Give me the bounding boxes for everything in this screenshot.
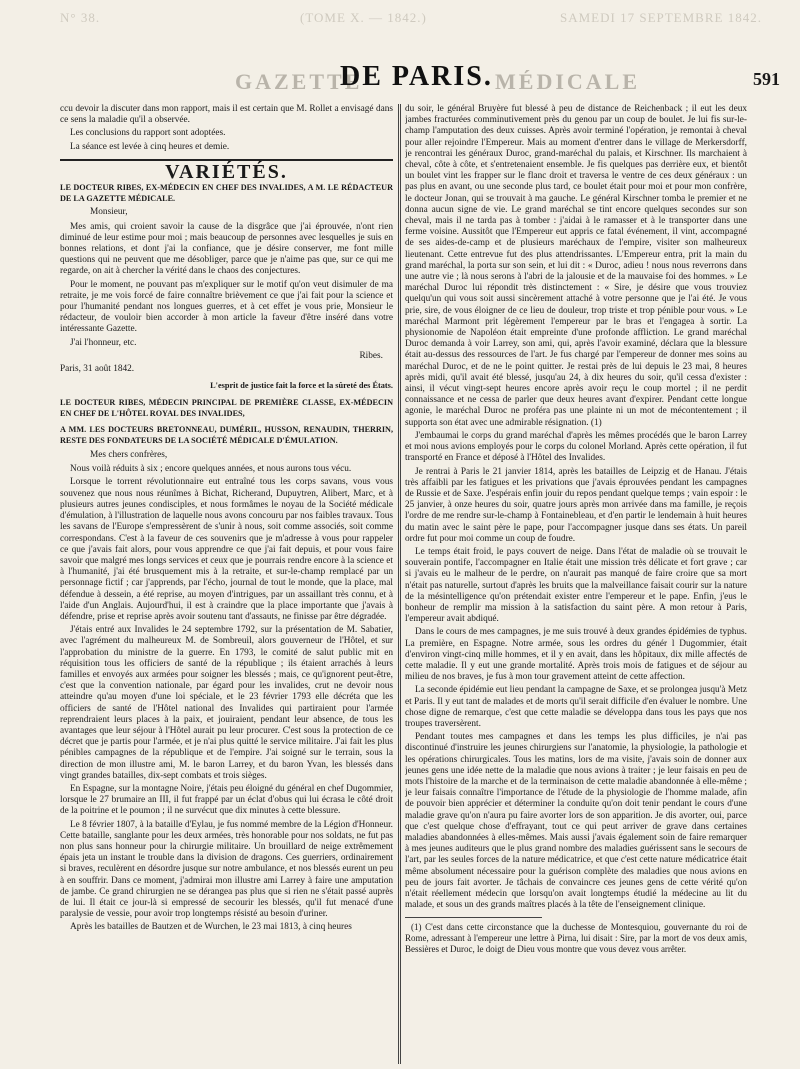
- mirror-text-right: MÉDICALE: [495, 69, 641, 94]
- paragraph: Pour le moment, ne pouvant pas m'expliquer sur le motif qu'on veut disimuler de ma retraite, je me vois forcé de faire connaître brièvement ce que j'ai fait pour la science et pour l'humanité pendant nos longues guerres, et à cet effet je vous prie, Monsieur le rédacteur, de vouloir bien accorder à mon article la faveur d'être inséré dans votre intéressante Gazette.: [60, 279, 393, 335]
- paragraph: Je rentrai à Paris le 21 janvier 1814, après les batailles de Leipzig et de Hanau. J'étais très affaibli par les fatigues et les privations que j'avais éprouvées pendant les campagnes de Russie et de Saxe. J'espérais enfin jouir du repos pendant quelque temps ; vain espoir : le 25 janvier, à onze heures du soir, quatre jours après mon arrivée dans ma famille, je reçois l'ordre de me rendre sur-le-champ à Fontainebleau, et d'en partir le lendemain à huit heures du matin avec le saint père le pape, pour l'accompagner jusque dans ses états. Un pareil ordre fut pour moi comme un coup de foudre.: [405, 466, 747, 544]
- left-column: [60, 104, 393, 1064]
- section-heading: VARIÉTÉS.: [165, 160, 288, 183]
- footnote-divider: [405, 917, 542, 918]
- paragraph: La séance est levée à cinq heures et demie.: [70, 141, 230, 152]
- paragraph: J'embaumai le corps du grand maréchal d'après les mêmes procédés que le baron Larrey et moi nous avions employés pour le corps du colonel Morland. Après cette opération, il fut transporté en France et déposé à l'Hôtel des Invalides.: [405, 430, 747, 464]
- page-title: DE PARIS.: [340, 61, 493, 92]
- paragraph: J'étais entré aux Invalides le 24 septembre 1792, sur la présentation de M. Sabatier, avec l'agrément du malheureux M. de Sombreuil, alors gouverneur de l'Hôtel, et sur l'approbation du ministre de la guerre. En 1793, le comité de salut public mit en réquisition tous les officiers de santé de la république ; ils étaient arrachés à leurs familles et envoyés aux armées pour soigner les blessés ; mais, ce qu'ignorent peut-être, c'est que la convention nationale, par égard pour les invalides, crut ne devoir nous atteindre qu'au moyen d'une loi spéciale, et le 23 février 1793 elle décréta que les officiers de santé de l'Hôtel national des Invalides qui partiraient pour l'armée reprendraient leurs places à la paix, et jouiraient, pendant leur absence, de tous les avantages que leur séjour à l'Hôtel aurait pu leur procurer. C'est sous la protection de ce décret que je partis pour l'armée, et je n'ai plus quitté le service militaire. J'ai fait les plus pénibles campagnes de la république et de l'empire. J'ai soigné sur le terrain, sous la direction de mon illustre ami, M. le baron Larrey, et du baron Yvan, les blessés dans vingt grandes batailles, dix-sept combats et trois sièges.: [60, 625, 393, 781]
- paragraph: ccu devoir la discuter dans mon rapport, mais il est certain que M. Rollet a envisagé dans ce sens la maladie qu'il a observée.: [60, 104, 393, 126]
- place-date: Paris, 31 août 1842.: [60, 364, 135, 375]
- paragraph: Les conclusions du rapport sont adoptées.: [70, 128, 226, 139]
- article-heading: LE DOCTEUR RIBES, MÉDECIN PRINCIPAL DE PREMIÈRE CLASSE, EX-MÉDECIN EN CHEF DE L'HÔTEL ROYAL DES INVALIDES,: [60, 398, 393, 419]
- column-rule: [398, 104, 399, 1064]
- paragraph: Le 8 février 1807, à la bataille d'Eylau, je fus nommé membre de la Légion d'Honneur. Cette bataille, sanglante pour les deux armées, très honorable pour nos soldats, ne fut pas non plus sans honneur pour la chirurgie militaire. Un brouillard de neige extrêmement épais jeta un instant le trouble dans la division de dragons. Ces guerriers, ordinairement si braves, reculèrent en désordre jusque sur notre ambulance, et nos blessés eurent un peu à en souffrir. Dans ce moment, j'admirai mon illustre ami Larrey à faire une amputation de jambe. Ce grand chirurgien ne se dérangea pas plus que si rien ne s'était passé auprès de lui. Il était ce jour-là si empressé de secourir les blessés, qu'il fut menacé d'une paralysie de vessie, pour avoir trop longtemps résisté au besoin d'uriner.: [60, 819, 393, 920]
- mirror-text-left: GAZETTE: [235, 69, 363, 94]
- ghost-issue-number: N° 38.: [60, 10, 101, 25]
- article-addressees: A MM. LES DOCTEURS BRETONNEAU, DUMÉRIL, HUSSON, RENAUDIN, THERRIN, RESTE DES FONDATEURS DE LA SOCIÉTÉ MÉDICALE D'ÉMULATION.: [60, 424, 393, 445]
- column-rule: [400, 104, 401, 1064]
- signature: Ribes.: [359, 350, 383, 361]
- ghost-date: SAMEDI 17 SEPTEMBRE 1842.: [560, 10, 762, 25]
- masthead: [40, 55, 780, 103]
- paragraph: du soir, le général Bruyère fut blessé à peu de distance de Reichenback ; il eut les deux jambes fracturées comminutivement près du genou par un coup de boulet. Je lui fis sur-le-champ l'amputation des deux cuisses. Après avoir terminé l'opération, je remontai à cheval pour aller rejoindre l'Empereur. Mais au moment d'entrer dans le village de Merkersdorff, je rencontrai les généraux Duroc, grand-maréchal du palais, et Kirschner. Ils marchaient à cheval, côte à côte, et s'entretenaient ensemble. Je fis quelques pas derrière eux, et bientôt un boulet vint les frapper sur le flanc droit et traversa le ventre de ces deux généraux : un pas plus en avant, ou une seconde plus tard, ce boulet était pour moi et pour mon confrère, le docteur Jonan, qui se trouvait à ma gauche. Le général Kirschner tomba le premier et ne donna aucun signe de vie. Le grand maréchal se tint encore quelques secondes sur son cheval, mais il ne tarda pas à tomber : j'aidai à le ramasser et à le transporter dans une ferme voisine. Aussitôt que l'Empereur eut appris ce fatal événement, il vint, accompagné de ses aides-de-camp et de plusieurs maréchaux de l'empire, visiter son malheureux lieutenant. Cette entrevue fut des plus attendrissantes. L'Empereur entra, prit la main du grand maréchal, la porta sur son sein, et lui dit : « Duroc, adieu ! nous nous reverrons dans une autre vie ; là nous serons à l'abri de la jalousie et de la mauvaise foi des hommes. » Le maréchal Duroc lui répondit très distinctement : « Sire, je désire que vous trouviez quelqu'un qui vous soit aussi sincèrement attaché à votre personne que je l'ai été. Je vous prie, sire, de vous éloigner de ce lieu de douleur, trop triste et trop pénible pour vous. » Le maréchal Marmont prit légèrement l'empereur par le bras et l'engagea à sortir. La physionomie de Napoléon était empreinte d'une profonde affliction. Le grand maréchal Duroc demanda à voir Larrey, son ami, qui, après l'avoir examiné, déclara que la blessure était au-dessus des ressources de l'art. Je fus chargé par l'empereur de donner mes soins au maréchal Duroc, et de ne le point quitter. Je restai près de lui depuis le 23 mai, 8 heures après midi, qu'il avait été blessé, jusqu'au 24, à dix heures du soir, qu'il cessa d'exister : ainsi, il vécut vingt-sept heures encore après avoir reçu le coup mortel ; il ne perdit connaissance et ne cessa de parler que deux heures avant d'expirer. Pendant cette longue agonie, le maréchal Duroc ne proféra pas une plainte ni un mot de mécontentement ; il supporta son état avec une admirable résignation. (1): [405, 104, 747, 428]
- epigraph: L'esprit de justice fait la force et la sûreté des États.: [210, 381, 393, 391]
- paragraph: Le temps était froid, le pays couvert de neige. Dans l'état de maladie où se trouvait le souverain pontife, l'accompagner en Italie était une mission très délicate et fort grave ; car si j'avais eu le malheur de le perdre, on n'aurait pas manqué de faire croire que sa mort n'était pas naturelle, surtout d'après les bruits que la malveillance faisait courir sur la nature de la mésintelligence qu'on prétendait exister entre l'empereur et le pape. Enfin, j'eus le bonheur de remplir ma mission à la satisfaction du saint père. A mon retour à Paris, l'empereur avait abdiqué.: [405, 546, 747, 625]
- paragraph: Mes amis, qui croient savoir la cause de la disgrâce que j'ai éprouvée, n'ont rien diminué de leur estime pour moi ; mais beaucoup de personnes avec lesquelles je suis en bonnes relations, et dont j'ai la confiance, que je désire conserver, me font mille questions qui ne peuvent que me désobliger, parce que je n'aime pas que, sur ce qui me regarde, on ait à chercher la vérité dans le chaos des conjectures.: [60, 221, 393, 277]
- paragraph: Dans le cours de mes campagnes, je me suis trouvé à deux grandes épidémies de typhus. La première, en Espagne. Notre armée, sous les ordres du génér l Dugommier, était d'environ vingt-cinq mille hommes, et il y en avait, dans les hôpitaux, dix mille affectés de cette maladie. Il y eut une grande mortalité. Après trois mois de fatigues et de séjour au milieu de nos braves, je fus à mon tour gravement atteint de cette affection.: [405, 627, 747, 683]
- paragraph: J'ai l'honneur, etc.: [70, 337, 137, 348]
- salutation: Monsieur,: [90, 207, 128, 218]
- article-heading: LE DOCTEUR RIBES, EX-MÉDECIN EN CHEF DES INVALIDES, A M. LE RÉDACTEUR DE LA GAZETTE MÉDICALE.: [60, 183, 393, 204]
- paragraph: Après les batailles de Bautzen et de Wurchen, le 23 mai 1813, à cinq heures: [70, 922, 352, 933]
- paragraph: Pendant toutes mes campagnes et dans les temps les plus difficiles, je n'ai pas discontinué d'instruire les jeunes chirurgiens sur l'anatomie, la physiologie, la pathologie et les opérations chirurgicales. Tous les matins, lors de ma visite, j'avais soin de donner aux jeunes gens une idée nette de la maladie que nous avions à traiter ; je leur faisais en peu de mots l'histoire de la marche et de la terminaison de cette maladie abandonnée à elle-même ; je leur faisais connaître l'importance de l'étude de la physiologie de l'homme malade, afin de pouvoir bien apprécier et déterminer la conduite qu'on doit tenir pendant le cours d'une maladie grave qu'on n'aura pu faire avorter lors de son apparition. Je dis avorter, oui, parce que c'est quelque chose d'effrayant, tout ce qui peut arriver de grave dans certaines maladies abandonnées à elles-mêmes. Mais aussi j'avais également soin de faire remarquer à mes jeunes auditeurs que le plus grand nombre des maladies guérissent sans le secours de l'art, par les seules forces de la nature médicatrice, et que c'est cette nature médicatrice était même absolument nécessaire pour la guérison complète des maladies que nous avions en peu de jours fait avorter. Je tâchais de convaincre ces jeunes gens de cette vérité qu'on n'était réellement médecin que lorsqu'on avait longtemps étudié la médecine au lit du malade, et sous un des grands maîtres placés à la tête de l'enseignement clinique.: [405, 732, 747, 911]
- salutation: Mes chers confrères,: [90, 450, 168, 461]
- paragraph: En Espagne, sur la montagne Noire, j'étais peu éloigné du général en chef Dugommier, lorsque le 27 brumaire an III, il fut frappé par un éclat d'obus qui lui écrasa le côté droit de la poitrine et le poumon ; il ne survécut que dix minutes à cette blessure.: [60, 783, 393, 817]
- paragraph: Nous voilà réduits à six ; encore quelques années, et nous aurons tous vécu.: [70, 464, 352, 475]
- page-number: 591: [753, 69, 780, 89]
- right-column: [405, 104, 747, 1064]
- footnote: (1) C'est dans cette circonstance que la duchesse de Montesquiou, gouvernante du roi de Rome, adressant à l'empereur une lettre à Pirna, lui disait : Sire, par la mort de vos deux amis, Bessières et Duroc, le doigt de Dieu vous montre que vous devez vous arrêter.: [405, 922, 747, 955]
- bleed-through-header: [0, 4, 800, 30]
- ghost-volume: (TOME X. — 1842.): [300, 10, 427, 25]
- paragraph: La seconde épidémie eut lieu pendant la campagne de Saxe, et se prolongea jusqu'à Metz et Paris. Il y eut tant de malades et de morts qu'il serait difficile d'en évaluer le nombre. Une chose digne de remarque, c'est que cette maladie se développa dans tous les pays que nos troupes traversèrent.: [405, 685, 747, 729]
- paragraph: Lorsque le torrent révolutionnaire eut entraîné tous les corps savans, vous vous souvenez que nous nous réunîmes à Bichat, Richerand, Dupuytren, Alibert, Marc, et à plusieurs autres jeunes condisciples, et nous formâmes le noyau de la Société médicale d'émulation, à l'illustration de laquelle nous avons concouru par nos faibles travaux. Tous les savans de l'Europe s'empressèrent de s'unir à nous, soit comme associés, soit comme correspondans. C'est à la faveur de ces souvenirs que je m'adresse à vous pour rappeler ce que j'avais fait alors, pour vous apprendre ce que j'ai fait depuis, et pour vous faire savoir que malgré mes longs services et ceux que je pourrais rendre encore à la science et à l'humanité, j'ai été brusquement mis à la retraite, et sur-le-champ remplacé par un personnage fictif ; car j'apprends, par l'écho, journal de tout le monde, que la place, mal défendue à dessein, a été reprise, au moyen d'intrigues, par un assaillant très connu, et à l'aide d'un Anglais. Aujourd'hui, il est à craindre que la place importante que j'avais à défendre, prise et reprise après avoir soutenu tant d'assauts, ne finisse par être dégradée.: [60, 477, 393, 622]
